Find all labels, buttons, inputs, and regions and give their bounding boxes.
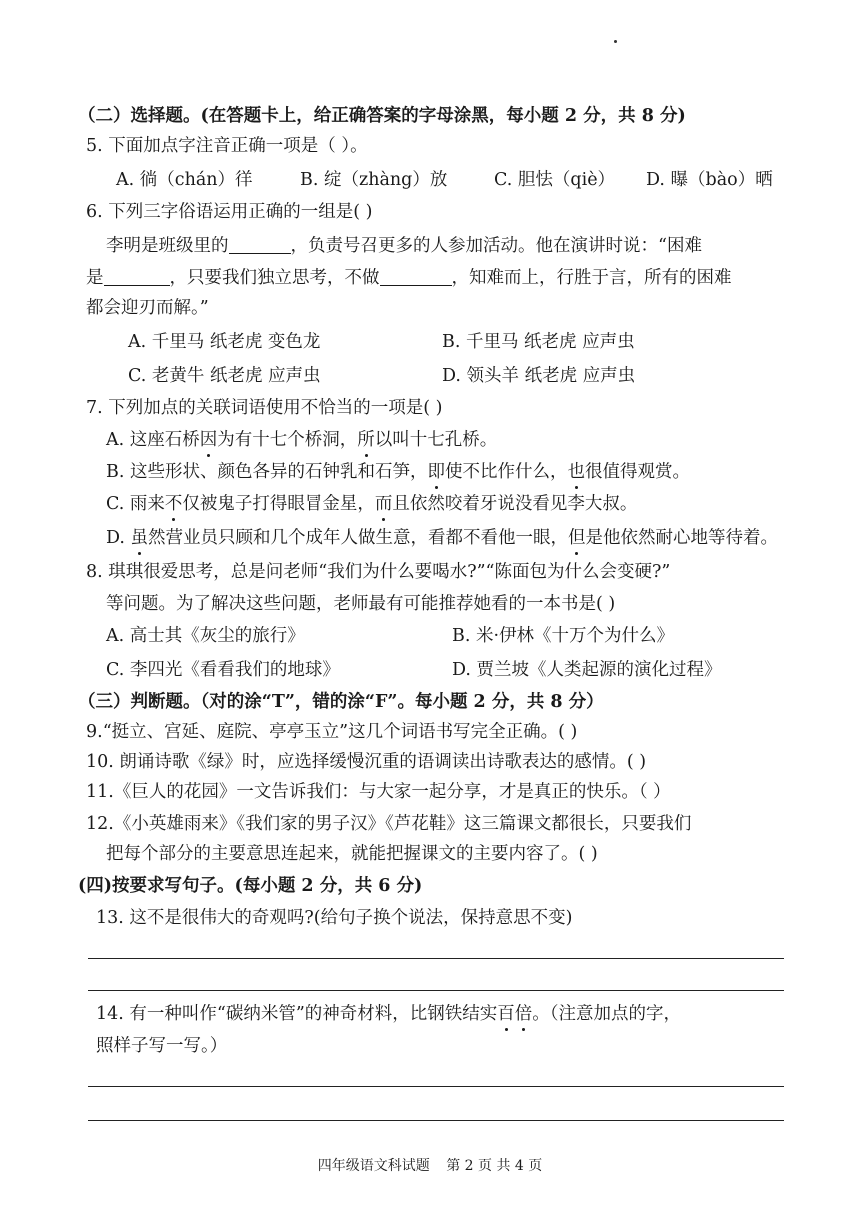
q7-text: 使不比作什么， xyxy=(444,462,568,482)
scan-speck xyxy=(614,40,617,43)
q12-line2: 把每个部分的主要意思连起来，就能把握课文的主要内容了。( ) xyxy=(106,844,598,864)
q6-option-b: B. 千里马 纸老虎 应声虫 xyxy=(442,332,635,352)
q7-text: D. xyxy=(106,528,131,548)
q6-option-c: C. 老黄牛 纸老虎 应声虫 xyxy=(128,366,321,386)
q7-text: 仅被鬼子打得眼冒金星， xyxy=(182,494,375,514)
q14-text: 14. 有一种叫作“碳纳米管”的神奇材料，比钢铁结实 xyxy=(96,1004,498,1024)
q8-option-d: D. 贾兰坡《人类起源的演化过程》 xyxy=(452,660,722,680)
q7-text: 且依然咬着牙说没看见李大叔。 xyxy=(392,494,638,514)
q8-stem-line2: 等问题。为了解决这些问题，老师最有可能推荐她看的一本书是( ) xyxy=(106,594,616,614)
q9: 9.“挺立、宫延、庭院、亭亭玉立”这几个词语书写完全正确。( ) xyxy=(86,722,578,742)
q8-option-c: C. 李四光《看看我们的地球》 xyxy=(106,660,340,680)
q6-passage-line3: 都会迎刃而解。” xyxy=(86,298,209,318)
q7-text: 很值得观赏。 xyxy=(584,462,690,482)
q8-stem-line1: 8. 琪琪很爱思考，总是问老师“我们为什么要喝水?”“陈面包为什么会变硬?” xyxy=(86,562,671,582)
q6-text: 是 xyxy=(86,268,104,288)
q14-answer-line xyxy=(88,1120,784,1121)
q13-answer-line xyxy=(88,990,784,991)
q6-option-d: D. 领头羊 纸老虎 应声虫 xyxy=(442,366,636,386)
dotted-char: 因 xyxy=(199,430,218,450)
section-2-title: （二）选择题。(在答题卡上，给正确答案的字母涂黑，每小题 2 分，共 8 分) xyxy=(78,106,686,126)
dotted-char: 不 xyxy=(164,494,183,514)
dotted-char: 而 xyxy=(374,494,393,514)
q5-option-d: D. 曝（bào）晒 xyxy=(646,170,773,190)
q7-text: C. 雨来 xyxy=(106,494,165,514)
q5-option-c: C. 胆怯（qiè） xyxy=(494,170,616,190)
q7-option-d xyxy=(106,526,778,550)
dotted-char: 虽 xyxy=(130,528,149,548)
q7-text: 是他依然耐心地等待着。 xyxy=(585,528,779,548)
dotted-char: 也 xyxy=(567,462,585,482)
q7-text: 以叫十七孔桥。 xyxy=(374,430,498,450)
q6-stem: 6. 下列三字俗语运用正确的一组是( ) xyxy=(86,202,373,222)
q5-option-b: B. 绽（zhàng）放 xyxy=(300,170,448,190)
answer-blank xyxy=(380,267,452,286)
answer-blank xyxy=(104,267,170,286)
q7-text: A. 这座石桥 xyxy=(106,430,200,450)
section-3-title: （三）判断题。（对的涂“T”，错的涂“F”。每小题 2 分，共 8 分） xyxy=(78,692,604,712)
q10: 10. 朗诵诗歌《绿》时，应选择缓慢沉重的语调读出诗歌表达的感情。( ) xyxy=(86,752,647,772)
q6-text: 李明是班级里的 xyxy=(106,236,229,256)
q11: 11.《巨人的花园》一文告诉我们：与大家一起分享，才是真正的快乐。（ ） xyxy=(86,782,671,802)
q6-passage-line2 xyxy=(86,266,732,290)
q5-option-a: A. 徜（chán）徉 xyxy=(116,170,253,190)
q6-text: ，负责号召更多的人参加活动。他在演讲时说：“困难 xyxy=(290,236,702,256)
footer-subject: 四年级语文科试题 xyxy=(317,1158,430,1174)
q12-line1: 12.《小英雄雨来》《我们家的男子汉》《芦花鞋》这三篇课文都很长，只要我们 xyxy=(86,814,692,834)
section-4-title: (四)按要求写句子。(每小题 2 分，共 6 分) xyxy=(78,876,423,896)
q7-text: 然营业员只顾和几个成年人做生意，看都不看他一眼， xyxy=(148,528,569,548)
q6-passage-line1 xyxy=(106,234,702,258)
q6-text: ，知难而上，行胜于言，所有的困难 xyxy=(451,268,732,288)
q7-stem: 7. 下列加点的关联词语使用不恰当的一项是( ) xyxy=(86,398,443,418)
dotted-char: 百 xyxy=(497,1004,515,1024)
q7-option-c xyxy=(106,492,637,516)
dotted-char: 即 xyxy=(427,462,445,482)
q6-option-a: A. 千里马 纸老虎 变色龙 xyxy=(128,332,321,352)
dotted-char: 但 xyxy=(568,528,586,548)
q8-option-b: B. 米·伊林《十万个为什么》 xyxy=(452,626,675,646)
footer-page-number: 第 2 页 共 4 页 xyxy=(446,1158,543,1174)
q5-stem: 5. 下面加点字注音正确一项是（ ）。 xyxy=(86,136,368,156)
q7-text: B. 这些形状、颜色各异的石钟乳和石笋， xyxy=(106,462,428,482)
q14-answer-line xyxy=(88,1086,784,1087)
q7-option-b xyxy=(106,460,690,484)
page-footer xyxy=(0,1156,860,1176)
q13: 13. 这不是很伟大的奇观吗?(给句子换个说法，保持意思不变) xyxy=(96,908,573,928)
dotted-char: 倍 xyxy=(514,1004,533,1024)
answer-blank xyxy=(229,235,291,254)
dotted-char: 所 xyxy=(357,430,375,450)
q7-option-a xyxy=(106,428,497,452)
q7-text: 为有十七个桥洞， xyxy=(217,430,358,450)
q8-option-a: A. 高士其《灰尘的旅行》 xyxy=(106,626,305,646)
q13-answer-line xyxy=(88,958,784,959)
q6-text: ，只要我们独立思考，不做 xyxy=(169,268,380,288)
q14-line2: 照样子写一写。） xyxy=(96,1036,228,1056)
q14-line1 xyxy=(96,1002,681,1026)
q14-text: 。（注意加点的字， xyxy=(532,1004,682,1024)
